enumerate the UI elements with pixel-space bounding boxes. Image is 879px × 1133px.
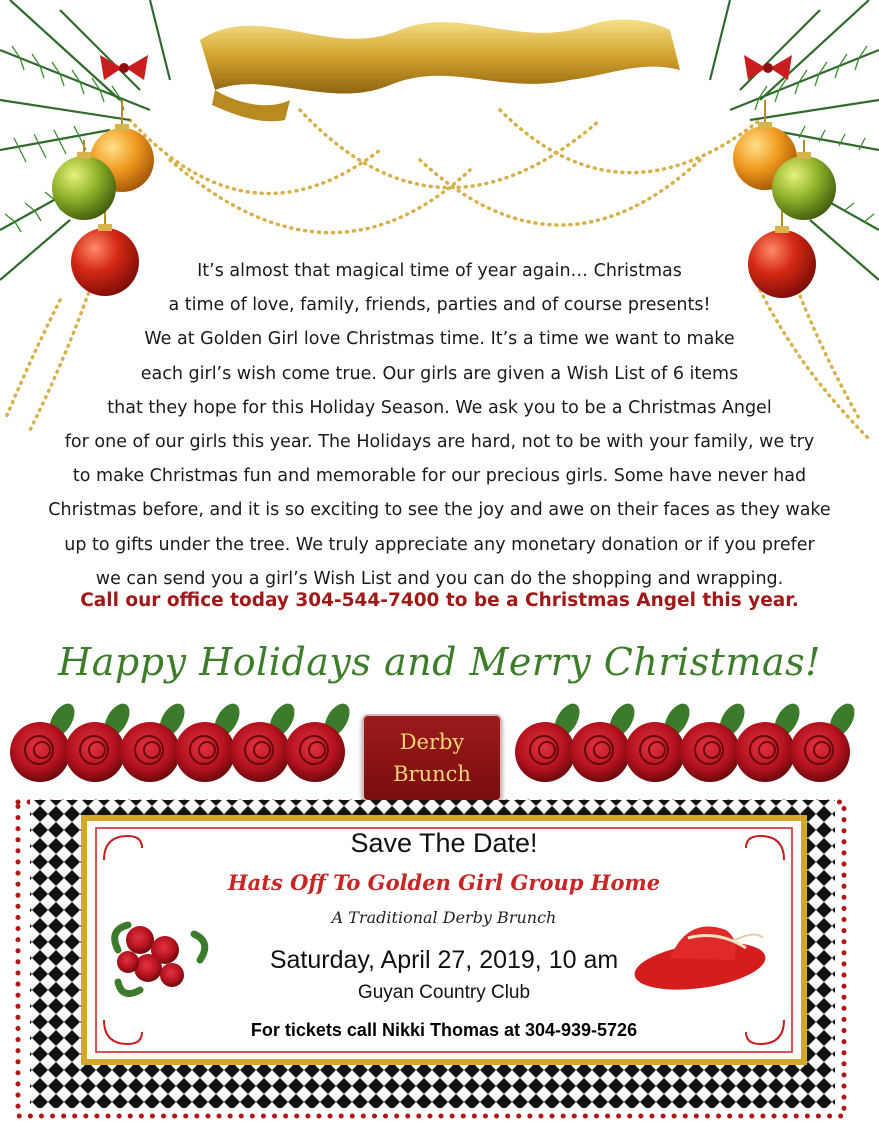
- letter-line: Christmas before, and it is so exciting to see the joy and awe on their faces as they wake: [48, 500, 831, 521]
- rose: [65, 722, 125, 782]
- ticket-contact: For tickets call Nikki Thomas at 304-939-5726: [250, 1020, 638, 1040]
- letter-line: a time of love, family, friends, parties and of course presents!: [168, 295, 711, 316]
- event-venue: Guyan Country Club: [357, 982, 531, 1003]
- rose: [570, 722, 630, 782]
- letter-line: that they hope for this Holiday Season. We ask you to be a Christmas Angel: [107, 397, 772, 418]
- red-bow-right: [744, 55, 792, 80]
- letter-line: We at Golden Girl love Christmas time. It’s a time we want to make: [144, 329, 735, 350]
- derby-badge-line1: Derby: [399, 730, 465, 754]
- rose: [790, 722, 850, 782]
- rose: [515, 722, 575, 782]
- ticket-content: [84, 818, 804, 1058]
- letter-line: for one of our girls this year. The Holidays are hard, not to be with your family, we try: [64, 431, 815, 452]
- holiday-greeting: Happy Holidays and Merry Christmas!: [58, 640, 821, 684]
- rose: [120, 722, 180, 782]
- event-title: Hats Off To Golden Girl Group Home: [227, 870, 661, 895]
- rose: [680, 722, 740, 782]
- letter-line: It’s almost that magical time of year again… Christmas: [197, 261, 682, 281]
- event-subtitle: A Traditional Derby Brunch: [331, 908, 557, 927]
- letter-line: to make Christmas fun and memorable for our precious girls. Some have never had: [72, 466, 807, 487]
- rose: [625, 722, 685, 782]
- rose: [735, 722, 795, 782]
- call-to-action: Call our office today 304-544-7400 to be a Christmas Angel this year.: [80, 590, 799, 611]
- letter-line: up to gifts under the tree. We truly appreciate any monetary donation or if you prefer: [64, 534, 815, 555]
- letter-line: we can send you a girl’s Wish List and you can do the shopping and wrapping.: [95, 568, 784, 589]
- gold-ribbon: [200, 20, 680, 122]
- letter-body: [0, 254, 879, 596]
- derby-brunch-badge: [362, 714, 502, 802]
- letter-line: each girl’s wish come true. Our girls are given a Wish List of 6 items: [140, 363, 739, 384]
- rose: [10, 722, 70, 782]
- rose: [175, 722, 235, 782]
- event-date: Saturday, April 27, 2019, 10 am: [269, 946, 619, 974]
- derby-badge-line2: Brunch: [393, 762, 471, 786]
- rose: [230, 722, 290, 782]
- rose: [285, 722, 345, 782]
- save-the-date-heading: Save The Date!: [350, 828, 538, 858]
